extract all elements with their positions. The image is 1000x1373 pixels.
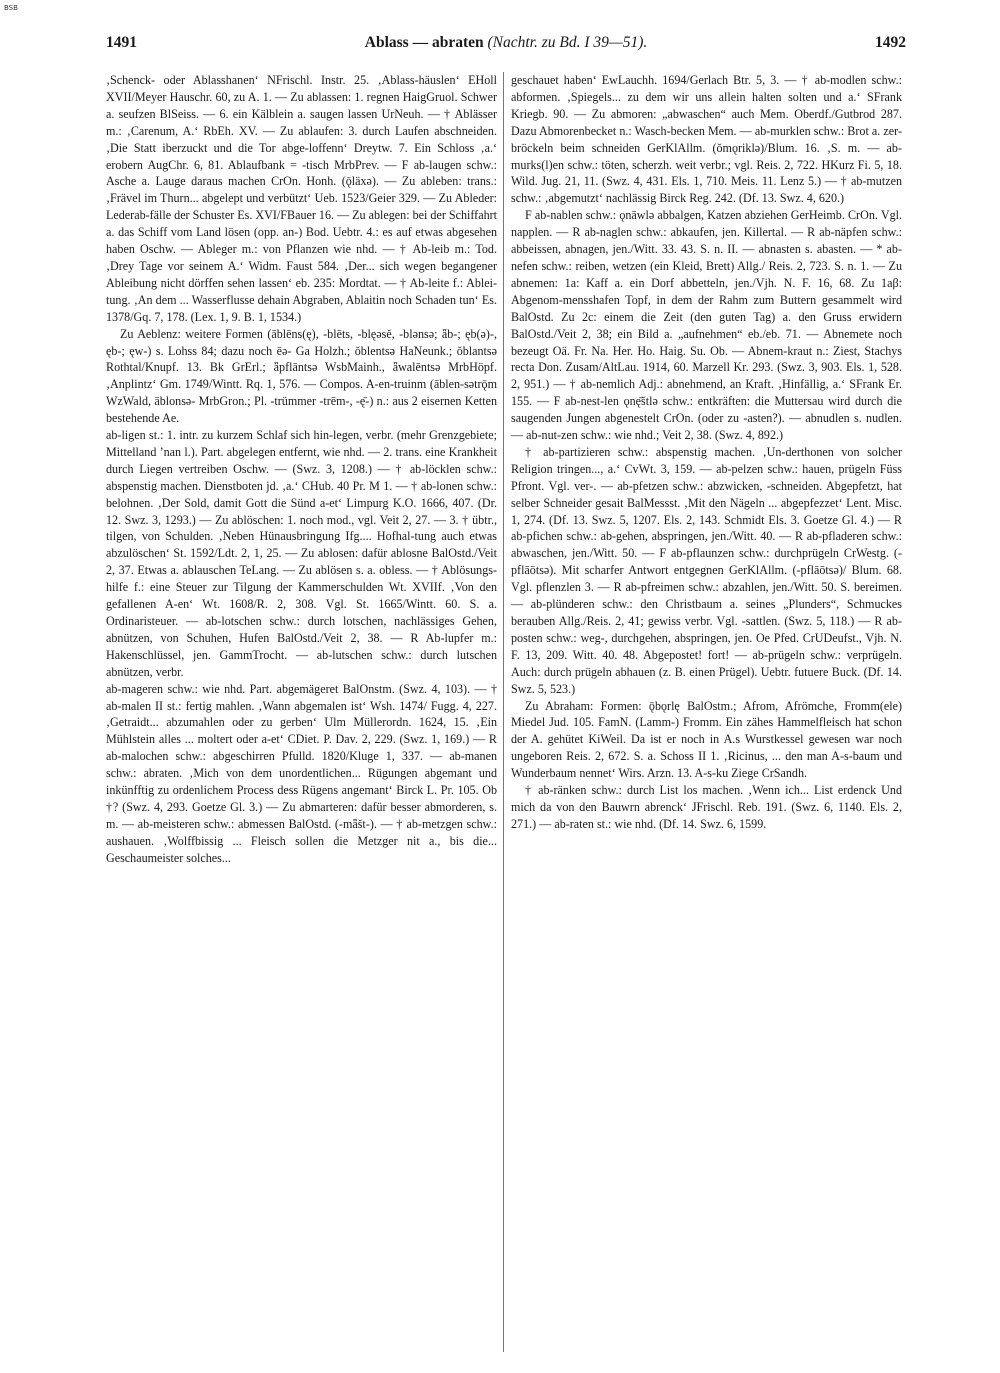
dictionary-entry: ab-mageren schw.: wie nhd. Part. abgemägeret BalOnstm. (Swz. 4, 103). — † ab-malen II st.: fertig mahlen. ‚Wann abgemalen ist‘ Wsh. 1474/ Fugg. 4, 227. ‚Getraidt... abzumahlen oder zu gerben‘ Ulm Müllerordn. 1624, 15. ‚Ein Mühlstein alles ... moltert oder a-et‘ CDiet. P. Dav. 2, 229. (Swz. 1, 169.) — R ab-malochen schw.: abgeschirren Pfulld. 1820/Kluge 1, 337. — ab-manen schw.: abraten. ‚Mich von dem unordentlichen... Rügungen abgemant und inkünfftig zu ordenlichem Process dess Rügens angemant‘ Birck L. Pr. 105. Ob †? (Swz. 4, 293. Goetze Gl. 3.) — Zu abmarteren: dafür besser abmorderen, s. m. — ab-meisteren schw.: abmessen BalOstd. (-mǟšt-). — † ab-metzgen schw.: aushauen. ‚Wolffbissig ... Fleisch sollen die Metzger nit a., bis die... Geschaumeister solches... xyxy=(106,681,497,865)
running-title-headword: Ablass — abraten xyxy=(364,34,484,51)
dictionary-entry: ‚Schenck- oder Ablasshanen‘ NFrischl. Instr. 25. ‚Ablass-häuslen‘ EHoll XVII/Meyer Hauschr. 60, zu A. 1. — Zu ablassen: 1. regnen HaigGruol. Schwer a. seufzen BlSeiss. — 6. ein Kälblein a. saugen lassen UrNeuh. — † Ablässer m.: ‚Carenum, A.‘ RbEh. XV. — Zu ablaufen: 3. durch Laufen abschneiden. ‚Die Statt iberzuckt und die Tor abge-loffenn‘ Dreytw. 7. Ein Schloss ‚a.‘ erobern AugChr. 6, 81. Ablaufbank = -tisch MrbPrev. — F ab-laugen schw.: Asche a. Lauge daraus machen CrOn. Honh. (ǭläxə). — Zu ableben: trans.: ‚Frävel im Thurn... abgelept und verbützt‘ Ueb. 1523/Geier 329. — Zu Ableder: Lederab-fälle der Schuster Es. XVI/FBauer 16. — Zu ablegen: bei der Schiffahrt a. das Schiff vom Land lösen (opp. an-) Bod. Uebtr. 4.: es auf etwas abgesehen haben Oschw. — Ableger m.: von Pflanzen wie nhd. — † Ab-leib m.: Tod. ‚Drey Tage vor seinem A.‘ Widm. Faust 584. ‚Der... sich wegen begangener Ableibung nicht dörffen sehen lassen‘ eb. 235: Mordtat. — † Ab-leite f.: Ablei-tung. ‚An dem ... Wasserflusse dehain Abgraben, Ablaitin noch Schaden tun‘ Es. 1378/Gq. 7, 178. (Lex. 1, 9. B. 1, 1534.) xyxy=(106,73,497,324)
dictionary-entry: † ab-partizieren schw.: abspenstig machen. ‚Un-derthonen von solcher Religion tringen..., a.‘ CvWt. 3, 159. — ab-pelzen schw.: hauen, prügeln Füss Pfront. Vgl. ver-. — ab-pfetzen schw.: abzwicken, -schneiden. Abgepfetzt, hat selber Schneider gesait BalMessst. ‚Mit den Nägeln ... abgepfezzet‘ Lent. Misc. 1, 274. (Df. 13. Swz. 5, 1207. Els. 2, 143. Schmidt Els. 3. Goetze Gl. 4.) — R ab-pfichen schw.: ab-gehen, abspringen, jen./Witt. 40. — R ab-pfladeren schw.: abwaschen, jen./Witt. 50. — F ab-pflaunzen schw.: durchprügeln CrWestg. (-pflāōtsə). Mit scharfer Antwort entgegnen GerKlAllm. (-pflāōtsə)/ Blum. 68. Vgl. pflenzlen 3. — R ab-pfreimen schw.: abzahlen, jen./Witt. 50. S. bereimen. — ab-plünderen schw.: den Christbaum a. seines „Plunders“, Schmuckes berauben Allg./Reis. 2, 41; gewiss verbr. Vgl. -sattlen. (Swz. 5, 118.) — R ab-posten schw.: weg-, durchgehen, abspringen, jen. Oe Pfed. CrUDeufst., Vjh. N. F. 13, 209. Witt. 40. 48. Abgepostet! fort! — ab-prügeln schw.: verprügeln. Auch: durch prügeln abhauen (z. B. einen Prügel). Uebtr. futuere Buck. (Df. 14. Swz. 5, 523.) xyxy=(511,444,902,696)
page-number-right: 1492 xyxy=(875,34,906,51)
dictionary-entry: F ab-nablen schw.: ǫnāwlə abbalgen, Katzen abziehen GerHeimb. CrOn. Vgl. napplen. — R ab-naglen schw.: abkaufen, jen. Killertal. — R ab-näpfen schw.: abbeissen, abnagen, jen./Witt. 33. 43. S. n. II. — abnasten s. abasten. — * ab-nefen schw.: reiben, wetzen (ein Kleid, Brett) Allg./ Reis. 2, 723. S. n. 1. — Zu abnemen: 1a: Kaff a. ein Dorf abbetteln, jen./Vjh. N. F. 16, 68. Zu 1aβ: Abgenom-mensshafen Topf, in dem der Rahm zum Buttern gesammelt wird BalOstd. Zu 2c: einem die Zeit (den guten Tag) a. den Gruss erwidern BalOstd./Veit 2, 38; ein Bild a. „aufnehmen“ eb./eb. 71. — Abnemete noch bezeugt Oä. Fr. Na. Her. Ho. Haig. Su. Ob. — Abnem-kraut n.: Ziest, Stachys recta Don. Zusam/AltLau. 1914, 60. Marzell Kr. 293. (Swz. 3, 903. Els. 1, 528. 2, 951.) — † ab-nemlich Adj.: abnehmend, an Kraft. ‚Hinfällig, a.‘ SFrank Er. 155. — F ab-nest-len ǫnę̄štlə schw.: entkräften: die Muttersau wird durch die saugenden Jungen abgenestelt CrOn. (oder zu -asten?). — abnudlen s. nudlen. — ab-nut-zen schw.: wie nhd.; Veit 2, 38. (Swz. 4, 892.) xyxy=(511,208,902,443)
page-number-left: 1491 xyxy=(106,34,137,51)
library-stamp: BSB xyxy=(4,4,18,12)
column-divider xyxy=(503,72,504,1352)
running-title-reference: (Nachtr. zu Bd. I 39—51). xyxy=(487,34,648,51)
dictionary-entry: geschauet haben‘ EwLauchh. 1694/Gerlach Btr. 5, 3. — † ab-modlen schw.: abformen. ‚Spiegels... zu dem wir uns allein halten solten und a.‘ SFrank Kriegb. 90. — Zu abmoren: „abwaschen“ auch Mem. Oberdf./Gutbrod 287. Dazu Abmorenbecket n.: Wasch-becken Mem. — ab-murklen schw.: Brot a. zer-bröckeln beim schneiden GerKlAllm. (ǒmǫriklə)/Blum. 16. ‚S. m. — ab-murks(l)en schw.: töten, scherzh. weit verbr.; vgl. Reis. 2, 722. HKurz Fi. 5, 18. Wild. Jug. 21, 11. (Swz. 4, 431. Els. 1, 710. Meis. 11. Lenz 5.) — † ab-mutzen schw.: ‚abgemutzt‘ nachlässig Birck Reg. 242. (Df. 13. Swz. 4, 620.) xyxy=(511,73,902,206)
dictionary-entry: Zu Abraham: Formen: ǭbǫrlę BalOstm.; Afrom, Afrömche, Fromm(ele) Miedel Jud. 105. FamN. (Lamm-) Fromm. Ein zähes Hammelfleisch hat schon der A. gehütet KiWeil. Da ist er noch in A.s Wurstkessel gewesen war noch ungeboren Reis. 2, 672. S. a. Schoss II 1. ‚Ricinus, ... den man A-s-baum und Wunderbaum nennet‘ Wirs. Arzn. 13. A-s-ku Ziege CrSandh. xyxy=(511,698,902,781)
running-title xyxy=(106,34,906,52)
running-header xyxy=(106,34,906,56)
left-column xyxy=(106,72,497,1362)
dictionary-entry: † ab-ränken schw.: durch List los machen. ‚Wenn ich... List erdenck Und mich da von den Bauwrn abrenck‘ JFrischl. Reb. 191. (Swz. 6, 1140. Els. 2, 271.) — ab-raten st.: wie nhd. (Df. 14. Swz. 6, 1599. xyxy=(511,783,902,831)
dictionary-entry: Zu Aeblenz: weitere Formen (āblēns(ę), -blēts, -blęəsě, -blənsə; ǟb-; ęb(ə)-, ęb-; ęw-) s. Lohss 84; dazu noch ēə- Ga Holzh.; ǒblentsə HaNeunk.; ǒblantsə Rothtal/Knupf. 13. Bk GrErl.; ǟpflāntsə WsbMainh., ǟwalēntsə MrbHöpf. ‚Anplintz‘ Gm. 1749/Wintt. Rq. 1, 576. — Compos. A-en-truinm (āblen-sətrǭm WzWald, āblonsə- MrbGron.; Pl. -trümmer -trēm-, -ę̄-) n.: aus 2 eisernen Ketten bestehende Ae. xyxy=(106,326,497,426)
right-column xyxy=(511,72,902,1362)
dictionary-entry: ab-ligen st.: 1. intr. zu kurzem Schlaf sich hin-legen, verbr. (mehr Grenzgebiete; Mittelland ’nan l.). Part. abgelegen entfernt, wie nhd. — 2. trans. eine Krankheit durch Liegen vertreiben Oschw. — (Swz. 3, 1208.) — † ab-löcklen schw.: abspenstig machen. Dienstboten jd. ‚a.‘ CHub. 40 Pr. M 1. — † ab-lonen schw.: belohnen. ‚Der Sold, damit Gott die Sünd a-et‘ Limpurg K.O. 1666, 407. (Dr. 12. Swz. 3, 1293.) — Zu ablöschen: 1. noch mod., vgl. Veit 2, 27. — 3. † übtr., tilgen, von Schulden. ‚Neben Hünausbringung Ifg.... Hofhal-tung auch etwas abzulöschen‘ St. 1592/Ldt. 2, 1, 25. — Zu ablosen: dafür ablosne BalOstd./Veit 2, 37. Etwas a. ablauschen TeLang. — Zu ablösen s. a. obless. — † Ablösungs-hilfe f.: eine Steuer zur Tilgung der Kammerschulden Wt. XVIIf. ‚Von den gefallenen A-en‘ Wt. 1608/R. 2, 308. Vgl. St. 1665/Wintt. 60. S. a. Ordinaristeuer. — ab-lotschen schw.: durch lotschen, nachlässiges Gehen, abnützen, von Schuhen, Hufen BalOstd./Veit 2, 38. — R Ab-lupfer m.: Hakenschlüssel, jen. GammTrocht. — ab-lutschen schw.: durch lutschen abnützen, verbr. xyxy=(106,428,497,679)
